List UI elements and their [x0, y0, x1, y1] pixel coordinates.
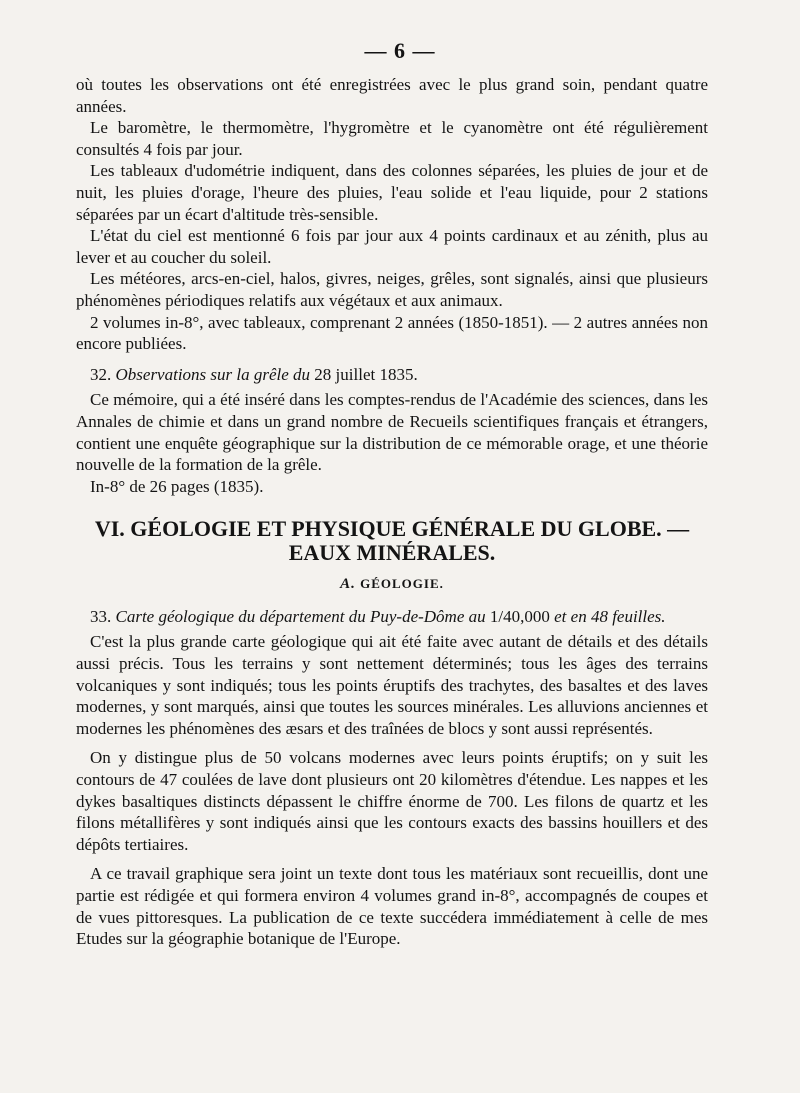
entry-tail: et en 48 feuilles.: [554, 606, 666, 626]
section-title-line-2: EAUX MINÉRALES.: [288, 540, 496, 566]
paragraph: Les météores, arcs-en-ciel, halos, givres, neiges, grêles, sont signalés, ainsi que plusieurs phénomènes périodiques relatifs aux végétaux et aux animaux.: [76, 269, 708, 310]
section-title: [76, 517, 708, 565]
paragraph: 2 volumes in-8°, avec tableaux, comprenant 2 années (1850-1851). — 2 autres années non encore publiées.: [76, 312, 708, 354]
paragraph: In-8° de 26 pages (1835).: [90, 476, 264, 496]
subsection-title: [76, 573, 708, 596]
body-text: [76, 74, 708, 950]
entry-title: Observations sur la grêle du: [115, 364, 311, 384]
paragraph: C'est la plus grande carte géologique qui ait été faite avec autant de détails et des détails aussi précis. Tous les terrains y sont nettement déterminés; tous les âges des terrains volcaniques y sont indiqués; tous les points éruptifs des trachytes, des basaltes et des laves modernes, y sont marqués, ainsi que toutes les sources minérales. Les alluvions anciennes et modernes les phénomènes des æsars et des traînées de blocs y sont aussi représentés.: [76, 632, 708, 738]
paragraph: Le baromètre, le thermomètre, l'hygromètre et le cyanomètre ont été régulièrement consultés 4 fois par jour.: [76, 118, 708, 159]
paragraph: L'état du ciel est mentionné 6 fois par jour aux 4 points cardinaux et au zénith, plus au lever et au coucher du soleil.: [76, 226, 708, 267]
paragraph: On y distingue plus de 50 volcans modernes avec leurs points éruptifs; on y suit les contours de 47 coulées de lave dont plusieurs ont 20 kilomètres d'étendue. Les nappes et les dykes basaltiques distincts dépassent le chiffre énorme de 700. Les filons de quartz et les filons métallifères y sont indiqués ainsi que les contours exacts des bassins houillers et des dépôts tertiaires.: [76, 748, 708, 854]
paragraph: où toutes les observations ont été enregistrées avec le plus grand soin, pendant quatre années.: [76, 75, 708, 116]
entry-title: Carte géologique du département du Puy-de-Dôme au: [115, 606, 486, 626]
entry-33-heading: [76, 606, 708, 628]
entry-scale: 1/40,000: [489, 606, 550, 626]
entry-number: 33.: [90, 606, 112, 626]
paragraph: A ce travail graphique sera joint un texte dont tous les matériaux sont recueillis, dont une partie est rédigée et qui formera environ 4 volumes grand in-8°, accompagnés de coupes et de vues pittoresques. La publication de ce texte succédera immédiatement à celle de mes Etudes sur la géographie botanique de l'Europe.: [76, 864, 708, 949]
paragraph: Ce mémoire, qui a été inséré dans les comptes-rendus de l'Académie des sciences, dans les Annales de chimie et dans un grand nombre de Recueils scientifiques français et étrangers, contient une enquête géographique sur la distribution de ce mémorable orage, et une théorie nouvelle de la formation de la grêle.: [76, 390, 708, 475]
subsection-label: GÉOLOGIE.: [360, 576, 444, 592]
subsection-letter: A.: [340, 576, 356, 593]
entry-32-heading: [76, 364, 708, 386]
entry-date: 28 juillet 1835.: [314, 364, 418, 384]
entry-number: 32.: [90, 364, 112, 384]
paragraph: Les tableaux d'udométrie indiquent, dans des colonnes séparées, les pluies de jour et de nuit, les pluies d'orage, l'heure des pluies, l'eau solide et l'eau liquide, pour 2 stations séparées par un écart d'altitude très-sensible.: [76, 161, 708, 224]
page-number: — 6 —: [364, 38, 436, 63]
section-title-line-1: VI. GÉOLOGIE ET PHYSIQUE GÉNÉRALE DU GLOBE. —: [94, 516, 690, 542]
